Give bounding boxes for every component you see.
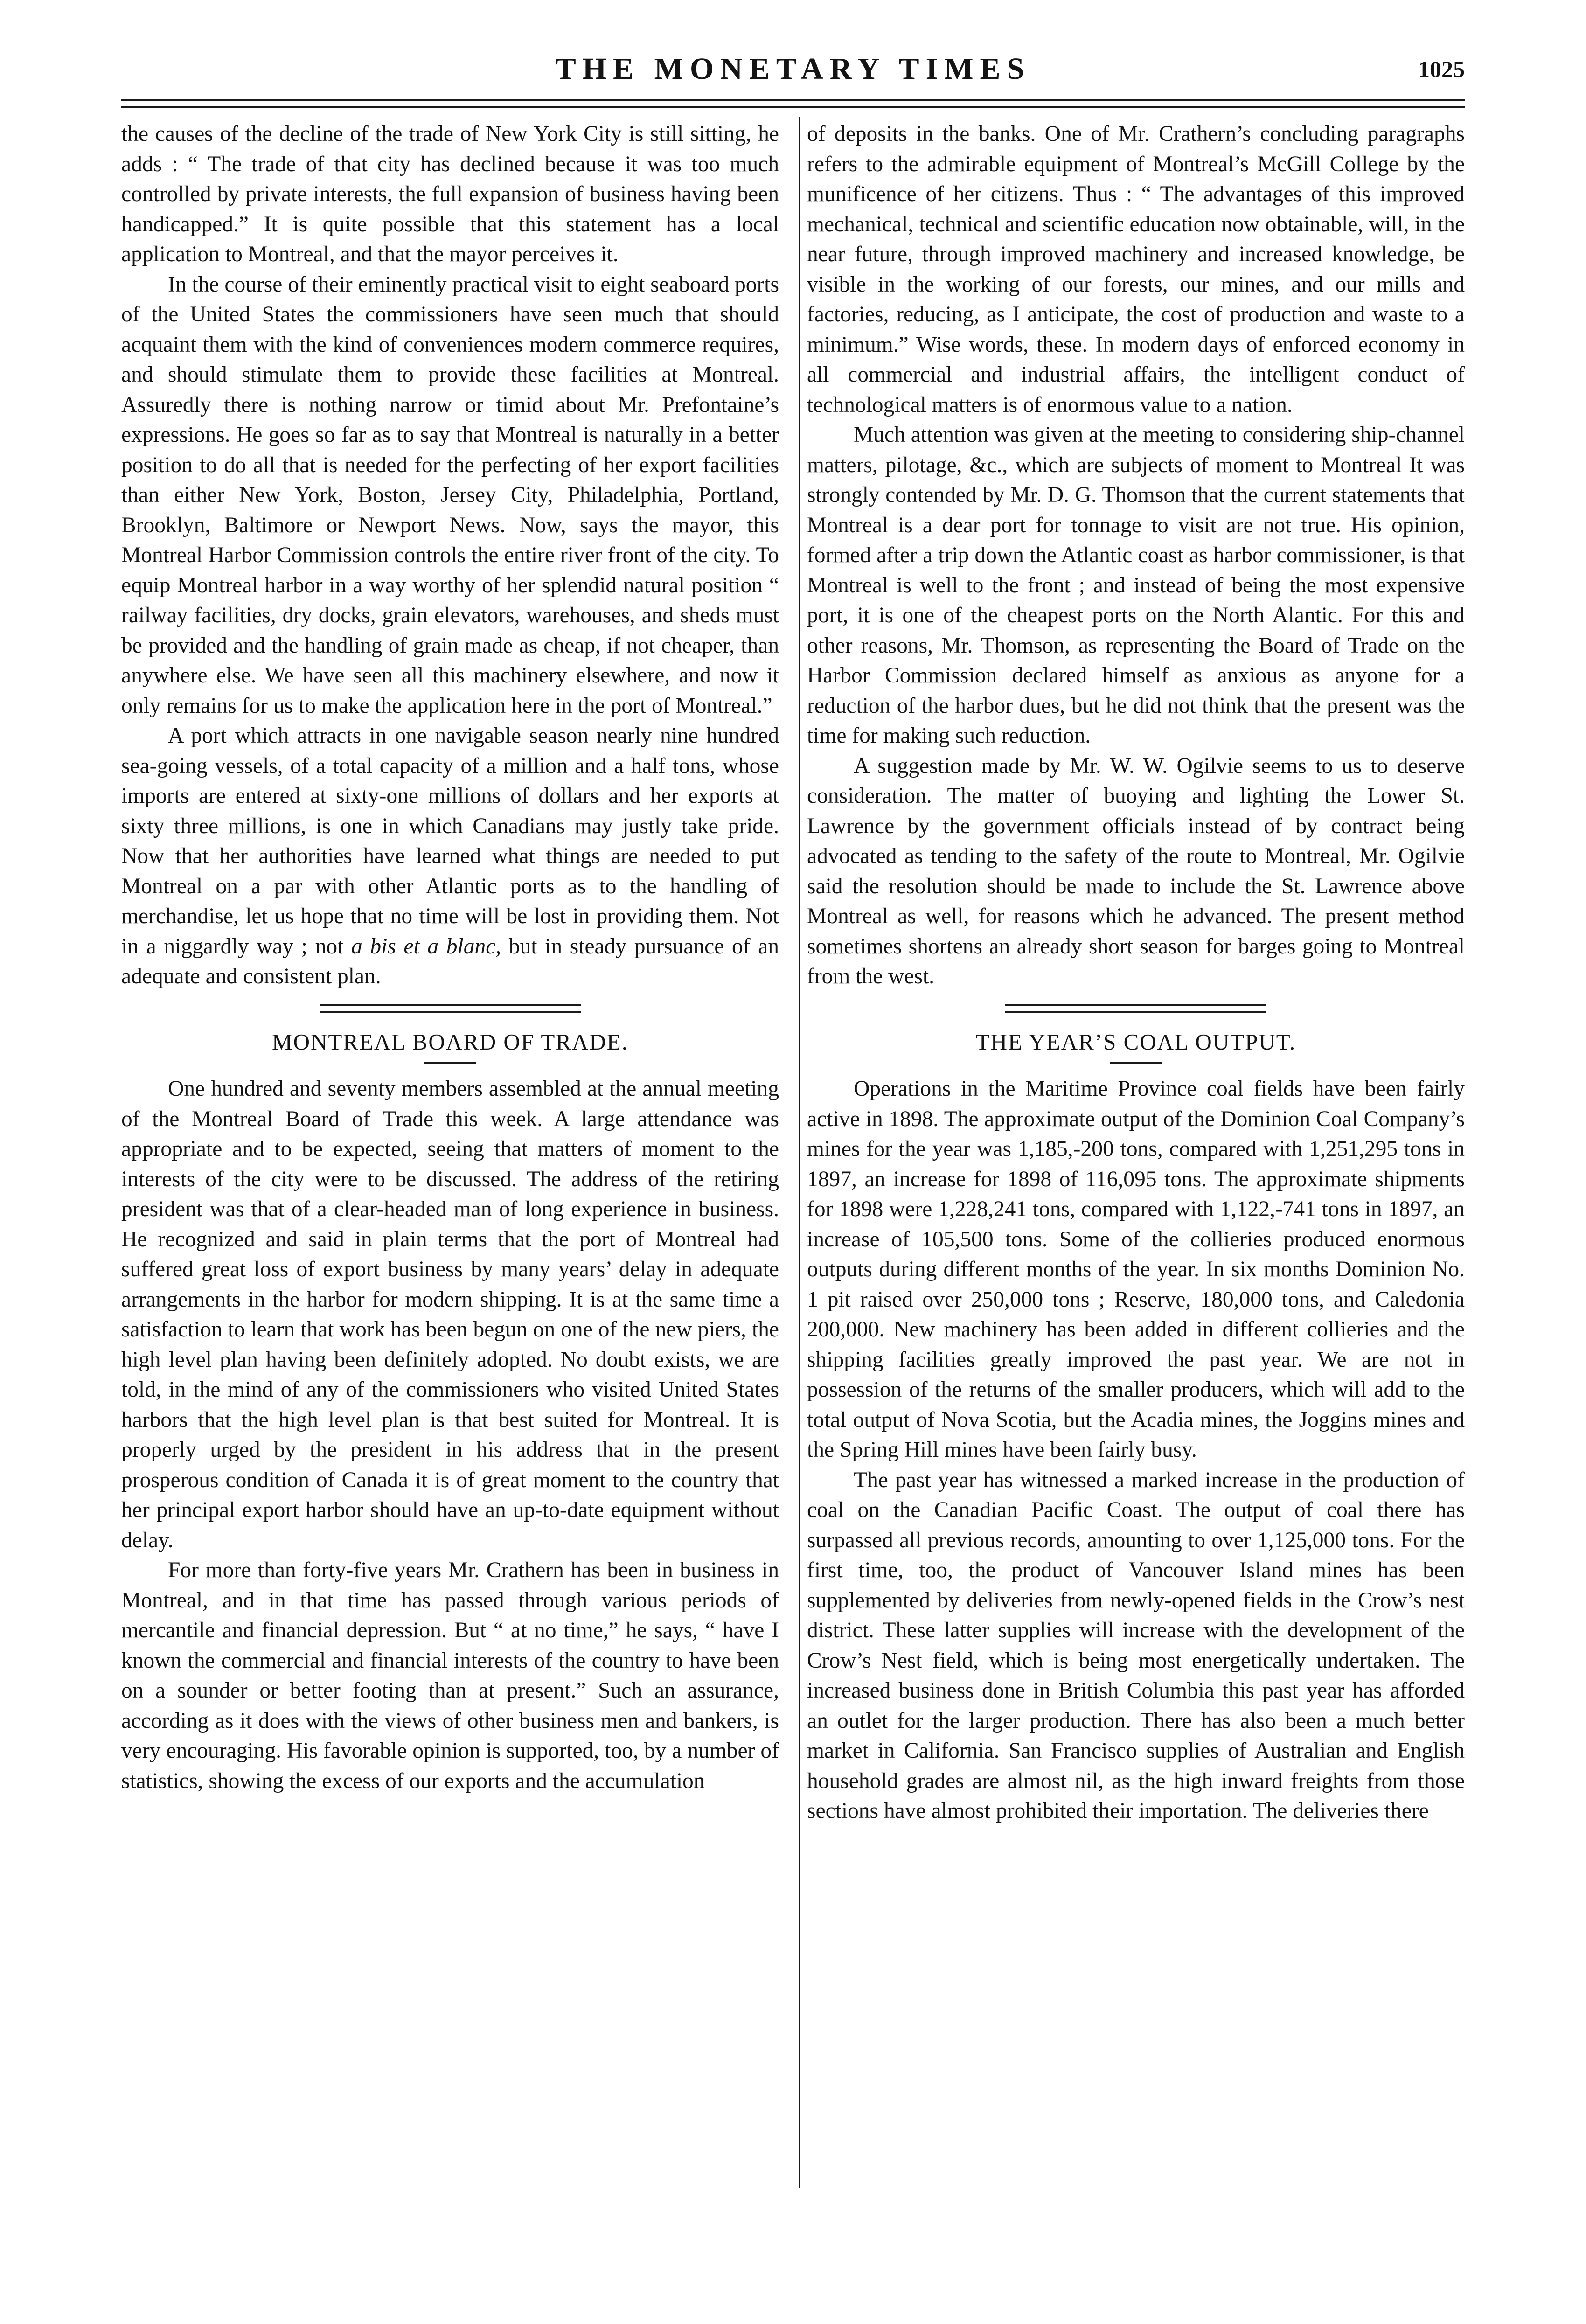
article-paragraph: The past year has witnessed a marked increase in the production of coal on the Canadian Pacific Coast. The output of coal there has surpassed all previous records, amounting to over 1,125,000 tons. For the first time, too, the product of Vancouver Island mines has been supplemented by deliveries from newly-opened fields in the Crow’s nest district. These latter supplies will increase with the development of the Crow’s Nest field, which is being most energetically undertaken. The increased business done in British Columbia this past year has afforded an outlet for the larger production. There has also been a much better market in California. San Francisco supplies of Australian and English household grades are almost nil, as the high inward freights from those sections have almost prohibited their importation. The deliveries there <box>807 1468 1465 1823</box>
italic-phrase: a bis et a blanc, <box>351 934 501 959</box>
paragraph-text: A port which attracts in one navigable season nearly nine hundred sea-going vessels, of a total capacity of a million and a half tons, whose imports are entered at sixty-one millions of dollars and her exports at sixty three millions, is one in which Canadians may justly take pride. Now that her authorities have learned what things are needed to put Montreal on a par with other Atlantic ports as to the handling of merchandise, let us hope that no time will be lost in providing them. Not in a niggardly way ; not <box>121 724 779 959</box>
masthead-title: THE MONETARY TIMES <box>555 52 1031 86</box>
section-heading: MONTREAL BOARD OF TRADE. <box>272 1029 628 1055</box>
article-paragraph: Much attention was given at the meeting to considering ship-channel matters, pilotage, &c., which are subjects of moment to Montreal It was strongly contended by Mr. D. G. Thomson that the current statements that Montreal is a dear port for tonnage to visit are not true. His opinion, formed after a trip down the Atlantic coast as harbor commissioner, is that Montreal is well to the front ; and instead of being the most expensive port, it is one of the cheapest ports on the North Alantic. For this and other reasons, Mr. Thomson, as representing the Board of Trade on the Harbor Commission declared himself as anxious as anyone for a reduction of the harbor dues, but he did not think that the present was the time for making such reduction. <box>807 423 1465 748</box>
article-paragraph: In the course of their eminently practical visit to eight seaboard ports of the United States the commissioners have seen much that should acquaint them with the kind of conveniences modern commerce requires, and should stimulate them to provide these facilities at Montreal. Assuredly there is nothing narrow or timid about Mr. Prefontaine’s expressions. He goes so far as to say that Montreal is naturally in a better position to do all that is needed for the perfecting of her export facilities than either New York, Boston, Jersey City, Philadelphia, Portland, Brooklyn, Baltimore or Newport News. Now, says the mayor, this Montreal Harbor Commission controls the entire river front of the city. To equip Montreal harbor in a way worthy of her splendid natural position “ railway facilities, dry docks, grain elevators, warehouses, and sheds must be provided and the handling of grain made as cheap, if not cheaper, than anywhere else. We have seen all this machinery elsewhere, and now it only remains for us to make the application here in the port of Montreal.” <box>121 272 779 718</box>
section-separator <box>320 1004 581 1013</box>
section-separator <box>1005 1004 1266 1013</box>
column-divider <box>799 117 800 2188</box>
page-header <box>121 50 1465 88</box>
article-paragraph: One hundred and seventy members assembled at the annual meeting of the Montreal Board of Trade this week. A large attendance was appropriate and to be expected, seeing that matters of moment to the interests of the city were to be discussed. The address of the retiring president was that of a clear-headed man of long experience in business. He recognized and said in plain terms that the port of Montreal had suffered great loss of export business by many years’ delay in adequate arrangements in the harbor for modern shipping. It is at the same time a satisfaction to learn that work has been begun on one of the new piers, the high level plan having been definitely adopted. No doubt exists, we are told, in the mind of any of the commissioners who visited United States harbors that the high level plan is that best suited for Montreal. It is properly urged by the president in his address that in the present prosperous condition of Canada it is of great moment to the country that her principal export harbor should have an up-to-date equipment without delay. <box>121 1077 779 1552</box>
header-rule-bottom <box>121 106 1465 108</box>
page-number: 1025 <box>1418 56 1465 82</box>
heading-rule <box>1110 1062 1162 1064</box>
article-paragraph: A suggestion made by Mr. W. W. Ogilvie seems to us to deserve consideration. The matter of buoying and lighting the Lower St. Lawrence by the government officials instead of by contract being advocated as tending to the safety of the route to Montreal, Mr. Ogilvie said the resolution should be made to include the St. Lawrence above Montreal as well, for reasons which he advanced. The present method sometimes shortens an already short season for barges going to Montreal from the west. <box>807 753 1465 988</box>
article-paragraph: the causes of the decline of the trade of New York City is still sitting, he adds : “ The trade of that city has declined because it was too much controlled by private interests, the full expansion of business having been handicapped.” It is quite possible that this statement has a local application to Montreal, and that the mayor perceives it. <box>121 122 779 266</box>
paragraph-text: but in steady pursuance of an adequate and consistent plan. <box>121 934 779 988</box>
article-paragraph <box>121 721 779 992</box>
article-paragraph: of deposits in the banks. One of Mr. Crathern’s concluding paragraphs refers to the admirable equipment of Montreal’s McGill College by the munificence of her citizens. Thus : “ The advantages of this improved mechanical, technical and scientific education now obtainable, will, in the near future, through improved machinery and increased knowledge, be visible in the working of our forests, our mines, and our mills and factories, reducing, as I anticipate, the cost of production and waste to a minimum.” Wise words, these. In modern days of enforced economy in all commercial and industrial affairs, the intelligent conduct of technological matters is of enormous value to a nation. <box>807 122 1465 417</box>
right-column <box>807 119 1465 1826</box>
left-column <box>121 119 779 1796</box>
article-paragraph: Operations in the Maritime Province coal fields have been fairly active in 1898. The approximate output of the Dominion Coal Company’s mines for the year was 1,185,-200 tons, compared with 1,251,295 tons in 1897, an increase for 1898 of 116,095 tons. The approximate shipments for 1898 were 1,228,241 tons, compared with 1,122,-741 tons in 1897, an increase of 105,500 tons. Some of the collieries produced enormous outputs during different months of the year. In six months Dominion No. 1 pit raised over 250,000 tons ; Reserve, 180,000 tons, and Caledonia 200,000. New machinery has been added in different collieries and the shipping facilities greatly improved the past year. We are not in possession of the returns of the smaller producers, which will add to the total output of Nova Scotia, but the Acadia mines, the Joggins mines and the Spring Hill mines have been fairly busy. <box>807 1077 1465 1462</box>
section-heading: THE YEAR’S COAL OUTPUT. <box>975 1029 1296 1055</box>
article-paragraph: For more than forty-five years Mr. Crathern has been in business in Montreal, and in that time has passed through various periods of mercantile and financial depression. But “ at no time,” he says, “ have I known the commercial and financial interests of the country to have been on a sounder or better footing than at present.” Such an assurance, according as it does with the views of other business men and bankers, is very encouraging. His favorable opinion is supported, too, by a number of statistics, showing the excess of our exports and the accumulation <box>121 1558 779 1793</box>
heading-rule <box>424 1062 476 1064</box>
header-rule-top <box>121 99 1465 101</box>
